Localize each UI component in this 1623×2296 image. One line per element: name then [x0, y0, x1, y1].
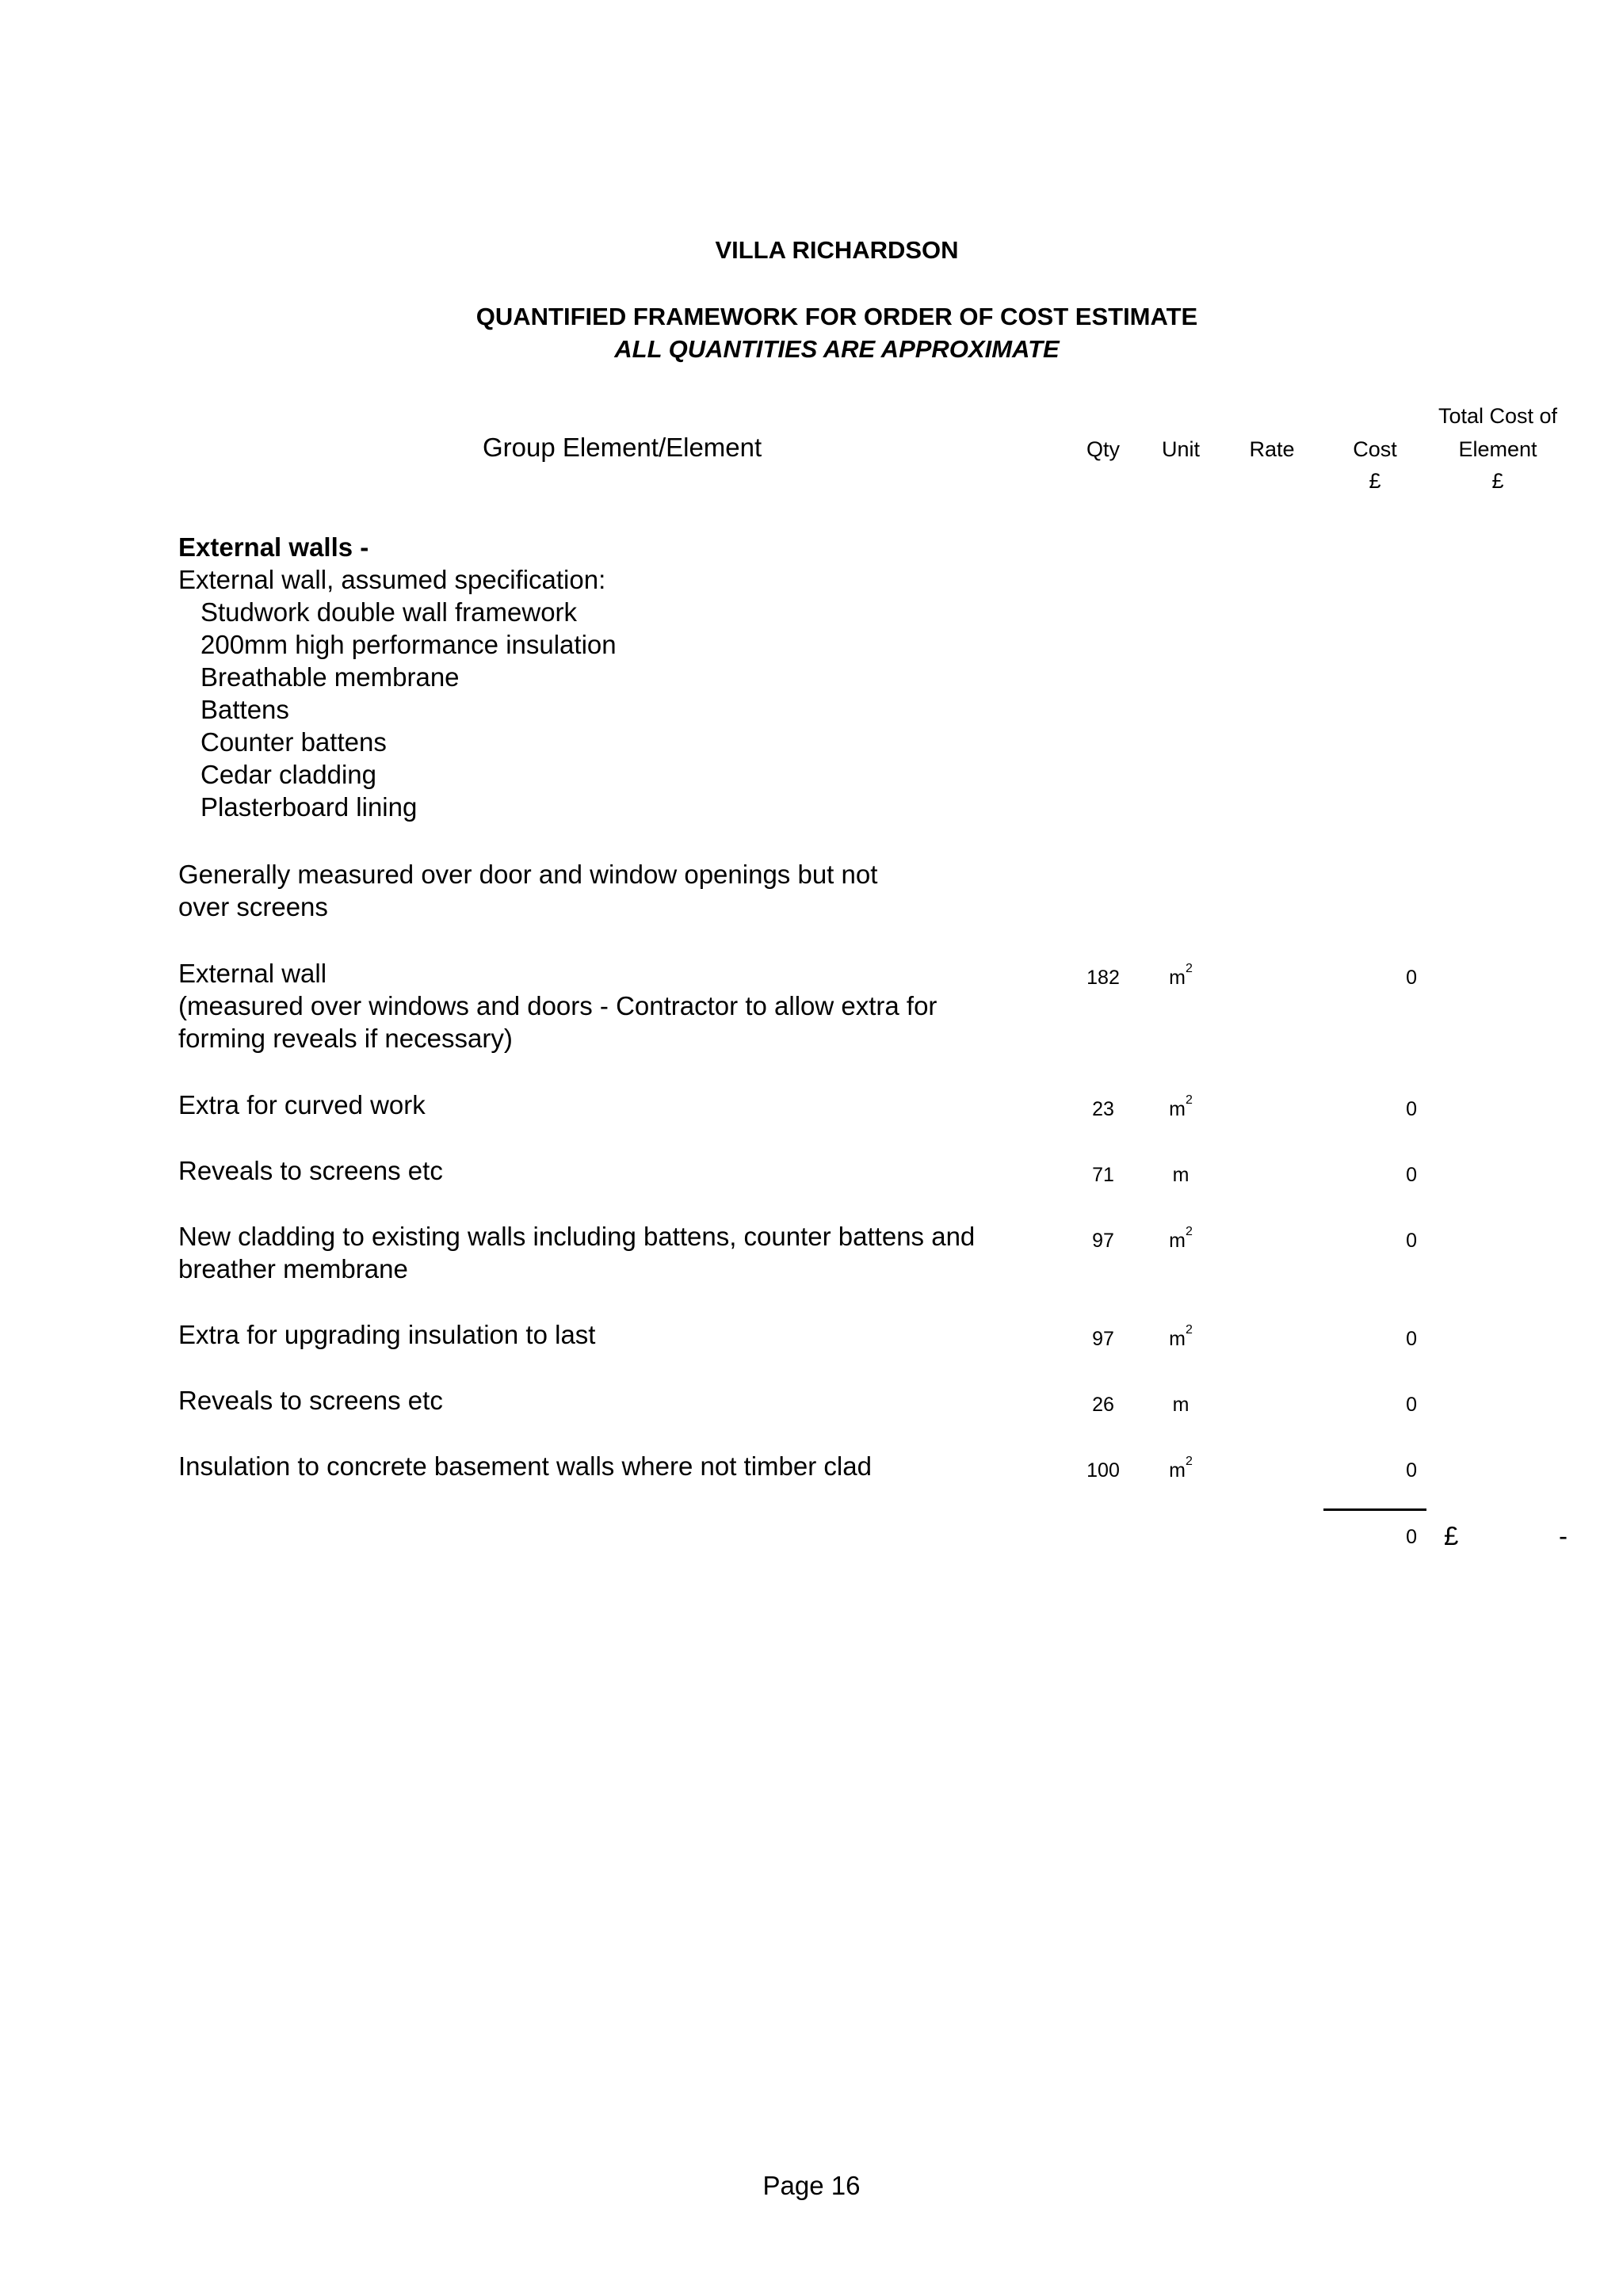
item-description — [178, 1450, 872, 1482]
item-description-line: External wall — [178, 959, 327, 988]
item-unit: $m^2$ — [1169, 1455, 1193, 1482]
item-unit: $m^2$ — [1169, 1093, 1193, 1120]
page-number: Page 16 — [762, 2171, 861, 2200]
item-description — [178, 957, 937, 1055]
item-cost: 0 — [1406, 1328, 1417, 1350]
spec-item: Cedar cladding — [200, 760, 376, 789]
item-description-line: Extra for upgrading insulation to last — [178, 1320, 596, 1349]
spec-item: Studwork double wall framework — [200, 597, 578, 627]
item-description-line: Extra for curved work — [178, 1090, 426, 1119]
item-qty: 23 — [1092, 1098, 1114, 1120]
item-description-line: New cladding to existing walls including battens, counter battens and — [178, 1222, 976, 1251]
item-qty: 97 — [1092, 1328, 1114, 1350]
item-cost: 0 — [1406, 1459, 1417, 1482]
document-title: QUANTIFIED FRAMEWORK FOR ORDER OF COST ESTIMATE — [475, 303, 1198, 330]
column-header-qty: Qty — [1086, 437, 1120, 461]
column-header-total-line2: Element — [1458, 437, 1537, 461]
column-header-cost-currency: £ — [1369, 469, 1381, 493]
spec-item: Breathable membrane — [200, 662, 460, 692]
item-description-line: forming reveals if necessary) — [178, 1024, 513, 1053]
column-header-group-element: Group Element/Element — [483, 433, 762, 462]
item-description — [178, 1154, 443, 1187]
spec-item: Battens — [200, 695, 289, 724]
document-subtitle: ALL QUANTITIES ARE APPROXIMATE — [614, 335, 1060, 363]
item-qty: 97 — [1092, 1230, 1114, 1252]
column-header-total-line1: Total Cost of — [1438, 404, 1558, 428]
project-title: VILLA RICHARDSON — [715, 236, 959, 264]
item-cost: 0 — [1406, 1098, 1417, 1120]
item-description-line: Reveals to screens etc — [178, 1156, 443, 1185]
item-qty: 26 — [1092, 1394, 1114, 1416]
item-cost: 0 — [1406, 967, 1417, 989]
spec-item: Plasterboard lining — [200, 792, 418, 822]
item-description-line: Insulation to concrete basement walls where not timber clad — [178, 1451, 872, 1481]
total-currency-symbol: £ — [1444, 1521, 1459, 1550]
element-total: - — [1559, 1521, 1568, 1550]
spec-item: Counter battens — [200, 727, 387, 757]
item-qty: 71 — [1092, 1164, 1114, 1186]
column-header-unit: Unit — [1161, 437, 1200, 461]
note-line: Generally measured over door and window openings but not — [178, 860, 878, 889]
note-line: over screens — [178, 892, 328, 921]
item-unit: m — [1172, 1164, 1190, 1186]
item-description — [178, 1384, 443, 1417]
item-description — [178, 1318, 595, 1351]
column-header-total-currency: £ — [1491, 469, 1504, 493]
item-description-line: breather membrane — [178, 1254, 408, 1283]
item-cost: 0 — [1406, 1394, 1417, 1416]
column-header-rate: Rate — [1249, 437, 1295, 461]
item-description — [178, 1089, 426, 1121]
item-unit: m — [1172, 1394, 1190, 1416]
item-qty: 100 — [1086, 1459, 1120, 1482]
spec-item: 200mm high performance insulation — [200, 630, 617, 659]
item-cost: 0 — [1406, 1230, 1417, 1252]
spec-intro: External wall, assumed specification: — [178, 565, 606, 594]
item-description — [178, 1220, 975, 1285]
section-heading: External walls - — [178, 532, 369, 562]
item-unit: $m^2$ — [1169, 962, 1193, 989]
subtotal-rule — [1323, 1508, 1426, 1511]
item-qty: 182 — [1086, 967, 1120, 989]
cost-total: 0 — [1406, 1526, 1417, 1548]
measurement-note — [178, 858, 877, 923]
item-description-line: Reveals to screens etc — [178, 1386, 443, 1415]
item-description-line: (measured over windows and doors - Contractor to allow extra for — [178, 991, 938, 1020]
item-unit: $m^2$ — [1169, 1225, 1193, 1252]
item-unit: $m^2$ — [1169, 1323, 1193, 1350]
section-specification — [178, 531, 617, 823]
column-header-cost: Cost — [1353, 437, 1397, 461]
item-cost: 0 — [1406, 1164, 1417, 1186]
